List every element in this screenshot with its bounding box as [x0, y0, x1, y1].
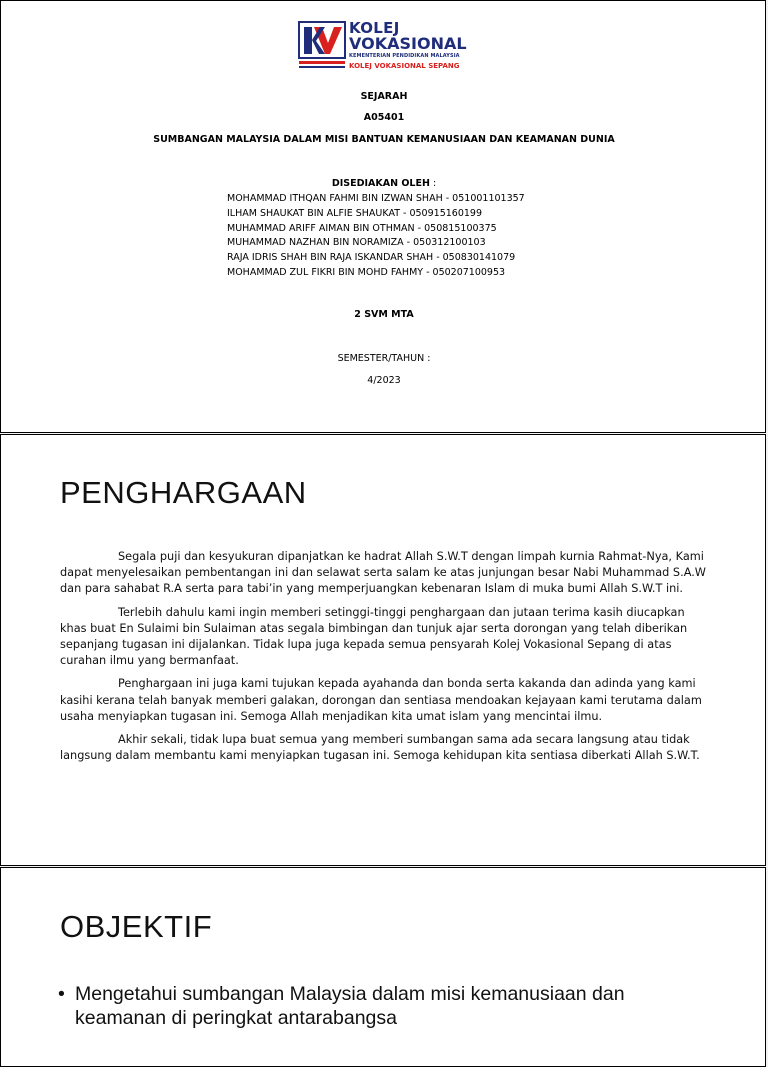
bullet-icon: • — [58, 983, 65, 1005]
objective-text: Mengetahui sumbangan Malaysia dalam misi kemanusiaan dan keamanan di peringkat antarabangsa — [75, 983, 625, 1029]
prepared-by-colon: : — [429, 178, 437, 189]
kolej-vokasional-logo — [298, 19, 470, 73]
logo-text-kolej: KOLEJ — [349, 19, 400, 37]
page-title: OBJEKTIF — [60, 909, 213, 944]
paragraph: Segala puji dan kesyukuran dipanjatkan ke hadrat Allah S.W.T dengan limpah kurnia Rahmat-Nya, Kami dapat menyelesaikan pembentangan ini dan selawat serta salam ke atas junjungan besar Nabi Muhammad S.A.W dan para sahabat R.A serta para tabi’in yang memperjuangkan kebenaran Islam di muka bumi Allah S.W.T ini. — [60, 550, 706, 596]
logo-text-vokasional: VOKASIONAL — [349, 34, 467, 53]
class-name: 2 SVM MTA — [354, 309, 414, 320]
cover-page — [0, 0, 766, 433]
student-entry: ILHAM SHAUKAT BIN ALFIE SHAUKAT - 050915160199 — [227, 207, 483, 219]
acknowledgement-body — [60, 549, 712, 771]
semester-value: 4/2023 — [367, 375, 401, 386]
paragraph: Penghargaan ini juga kami tujukan kepada ayahanda dan bonda serta kakanda dan adinda yang kami kasihi kerana telah banyak memberi galakan, dorongan dan sentiasa mendoakan kejayaan kami terutama dalam usaha menyiapkan tugasan ini. Semoga Allah menjadikan kita umat islam yang mencintai ilmu. — [60, 677, 702, 723]
student-entry: MUHAMMAD NAZHAN BIN NORAMIZA - 050312100103 — [227, 237, 486, 249]
assignment-title: SUMBANGAN MALAYSIA DALAM MISI BANTUAN KEMANUSIAAN DAN KEAMANAN DUNIA — [153, 134, 615, 145]
student-entry: RAJA IDRIS SHAH BIN RAJA ISKANDAR SHAH - 050830141079 — [227, 252, 516, 264]
student-list — [227, 192, 647, 281]
subject-code: A05401 — [363, 112, 405, 123]
objective-list — [58, 982, 698, 1030]
page-title: PENGHARGAAN — [60, 475, 307, 510]
kv-emblem-icon — [298, 19, 348, 73]
paragraph: Akhir sekali, tidak lupa buat semua yang memberi sumbangan sama ada secara langsung atau tidak langsung dalam membantu kami menyiapkan tugasan ini. Semoga kehidupan kita sentiasa diberkati Allah S.W.T. — [60, 733, 700, 763]
list-item — [58, 982, 698, 1030]
prepared-by-label — [1, 178, 767, 189]
student-entry: MOHAMMAD ZUL FIKRI BIN MOHD FAHMY - 050207100953 — [227, 266, 506, 278]
objectives-page — [0, 867, 766, 1067]
semester-label: SEMESTER/TAHUN : — [337, 353, 431, 364]
paragraph: Terlebih dahulu kami ingin memberi setinggi-tinggi penghargaan dan jutaan terima kasih diucapkan khas buat En Sulaimi bin Sulaiman atas segala bimbingan dan tunjuk ajar serta dorongan yang telah diberikan sepanjang tugasan ini dijalankan. Tidak lupa juga kepada semua pensyarah Kolej Vokasional Sepang di atas curahan ilmu yang bermanfaat. — [60, 605, 688, 668]
student-entry: MUHAMMAD ARIFF AIMAN BIN OTHMAN - 050815100375 — [227, 222, 497, 234]
prepared-by-text: DISEDIAKAN OLEH — [331, 178, 430, 189]
logo-text-ministry: KEMENTERIAN PENDIDIKAN MALAYSIA — [349, 53, 460, 59]
student-entry: MOHAMMAD ITHQAN FAHMI BIN IZWAN SHAH - 051001101357 — [227, 193, 525, 204]
logo-text-college-name: KOLEJ VOKASIONAL SEPANG — [349, 62, 460, 70]
subject-name: SEJARAH — [360, 91, 408, 102]
acknowledgement-page — [0, 434, 766, 866]
